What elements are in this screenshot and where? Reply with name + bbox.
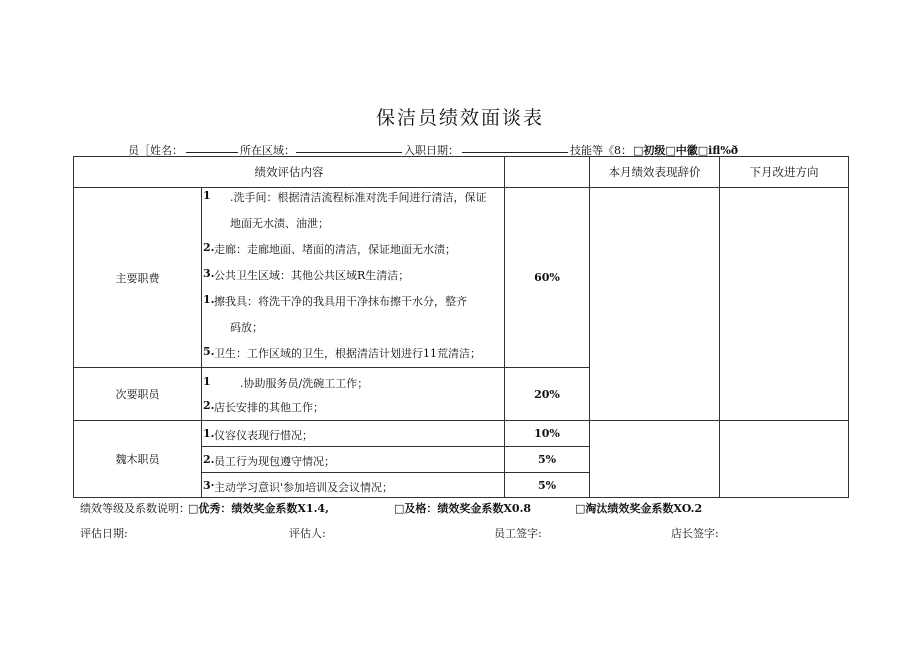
item-text: 店长安排的其他工作； xyxy=(214,401,324,414)
item-num: 1 xyxy=(203,375,211,388)
behavior-item-1 xyxy=(201,420,505,447)
weight-behavior-2: 5% xyxy=(504,446,590,473)
item-num: 1 xyxy=(203,189,211,202)
hire-date-field[interactable] xyxy=(462,142,568,156)
behavior-item-3 xyxy=(201,472,505,498)
item-num: 3· xyxy=(203,479,215,492)
item-text: .洗手间：根据清洁流程标准对洗手间进行清洁，保证 xyxy=(230,191,487,204)
category-behavior-duties: 魏木职员 xyxy=(73,420,202,498)
improvement-input-2[interactable] xyxy=(719,420,849,498)
item-num: 2. xyxy=(203,453,215,466)
item-num: 2. xyxy=(203,399,215,412)
evaluation-date-label: 评估日期: xyxy=(80,527,128,540)
category-main-duties: 主要职费 xyxy=(73,187,202,368)
header-improvement: 下月改进方向 xyxy=(719,156,849,188)
weight-main: 60% xyxy=(504,187,590,368)
skill-level-label: 技能等《8： xyxy=(570,144,632,157)
grade-pass-option[interactable]: □及格：绩效奖金系数X0.8 xyxy=(394,502,532,515)
name-field[interactable] xyxy=(186,142,238,156)
item-text: 地面无水渍、油泄； xyxy=(230,217,329,230)
evaluator-label: 评估人: xyxy=(289,527,326,540)
improvement-input-1[interactable] xyxy=(719,187,849,421)
item-text: 走廊：走廊地面、堵面的清洁，保证地面无水渍； xyxy=(214,243,456,256)
employee-signature-label: 员工签字: xyxy=(494,527,542,540)
item-text: 员工行为现包遵守情况； xyxy=(214,455,335,468)
item-text: 卫生：工作区域的卫生，根据清洁计划进行11荒清洁； xyxy=(214,347,481,360)
item-num: 1. xyxy=(203,427,215,440)
grade-eliminate-option[interactable]: □淘汰绩效奖金系数XO.2 xyxy=(575,502,703,515)
secondary-duties-items xyxy=(201,367,505,421)
form-title: 保洁员绩效面谈表 xyxy=(375,107,544,129)
item-text: 擦我具：将洗干净的我具用干净抹布擦干水分，整齐 xyxy=(214,295,467,308)
weight-behavior-1: 10% xyxy=(504,420,590,447)
evaluation-input-2[interactable] xyxy=(589,420,720,498)
header-content: 绩效评估内容 xyxy=(73,156,505,188)
item-num: 5. xyxy=(203,345,215,358)
name-label: 员［姓名： xyxy=(128,144,183,157)
manager-signature-label: 店长签字: xyxy=(671,527,719,540)
item-num: 2. xyxy=(203,241,215,254)
evaluation-input-1[interactable] xyxy=(589,187,720,421)
category-secondary-duties: 次要职员 xyxy=(73,367,202,421)
item-num: 3. xyxy=(203,267,215,280)
header-evaluation: 本月绩效表现辞价 xyxy=(589,156,720,188)
behavior-item-2 xyxy=(201,446,505,473)
header-blank xyxy=(504,156,590,188)
weight-secondary: 20% xyxy=(504,367,590,421)
weight-behavior-3: 5% xyxy=(504,472,590,498)
main-duties-items xyxy=(201,187,505,368)
area-field[interactable] xyxy=(296,142,402,156)
item-text: 仪容仪表现行惜况； xyxy=(214,429,313,442)
area-label: 所在区域： xyxy=(240,144,295,157)
item-text: .协助服务员/洗碗工工作； xyxy=(240,377,369,390)
item-text: 主动学习意识'参加培训及会议情况； xyxy=(214,481,394,494)
grade-explanation-label: 绩效等级及系数说明： xyxy=(80,502,190,515)
item-text: 公共卫生区域：其他公共区域R生清洁； xyxy=(214,269,410,282)
hire-date-label: 入职日期： xyxy=(404,144,459,157)
grade-excellent-option[interactable]: □优秀：绩效奖金系数X1.4, xyxy=(188,502,329,515)
skill-level-options[interactable]: □初级□中徽□ifl%ð xyxy=(633,144,739,157)
item-text: 码放； xyxy=(230,321,263,334)
item-num: 1. xyxy=(203,293,215,306)
